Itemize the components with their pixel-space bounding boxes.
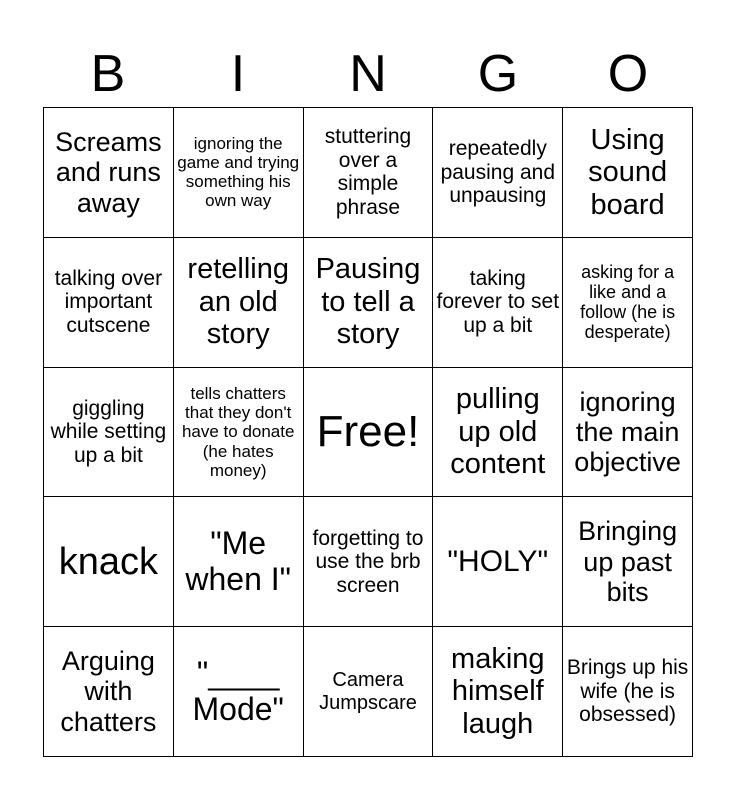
header-letter-o: O xyxy=(607,45,649,103)
bingo-cell-text: talking over important cutscene xyxy=(54,266,163,337)
header-letter-n: N xyxy=(349,45,387,103)
bingo-cell[interactable] xyxy=(433,238,563,368)
bingo-cell[interactable] xyxy=(304,627,434,757)
bingo-cell[interactable] xyxy=(44,497,174,627)
bingo-cell-text: stuttering over a simple phrase xyxy=(324,125,412,219)
header-letter-b: B xyxy=(90,45,126,103)
header-letter-g: G xyxy=(477,45,519,103)
bingo-cell[interactable] xyxy=(44,108,174,238)
bingo-card-grid xyxy=(43,107,693,757)
bingo-cell-text: knack xyxy=(58,540,159,583)
bingo-cell[interactable] xyxy=(44,627,174,757)
bingo-cell-text: repeatedly pausing and unpausing xyxy=(440,137,555,208)
bingo-cell[interactable] xyxy=(304,497,434,627)
bingo-cell-text: taking forever to set up a bit xyxy=(436,266,560,337)
bingo-cell-text: "HOLY" xyxy=(447,544,549,578)
bingo-cell-text: Camera Jumpscare xyxy=(319,669,417,714)
bingo-cell[interactable] xyxy=(174,627,304,757)
bingo-cell[interactable] xyxy=(433,627,563,757)
bingo-cell-text: ignoring the main objective xyxy=(574,386,681,478)
bingo-header xyxy=(43,44,693,104)
bingo-cell-text: making himself laugh xyxy=(451,642,545,740)
bingo-cell[interactable] xyxy=(174,368,304,498)
bingo-cell-text: "____ Mode" xyxy=(192,654,284,727)
bingo-cell[interactable] xyxy=(44,238,174,368)
bingo-cell[interactable] xyxy=(563,238,693,368)
bingo-cell-text: Using sound board xyxy=(588,123,668,221)
bingo-cell[interactable] xyxy=(174,108,304,238)
bingo-cell-free[interactable] xyxy=(304,368,434,498)
bingo-cell-text: giggling while setting up a bit xyxy=(50,396,167,467)
bingo-cell-text: pulling up old content xyxy=(450,383,546,481)
bingo-cell-text: Brings up his wife (he is obsessed) xyxy=(566,656,689,727)
bingo-cell[interactable] xyxy=(433,368,563,498)
bingo-cell[interactable] xyxy=(304,108,434,238)
bingo-cell-text: Bringing up past bits xyxy=(578,516,678,607)
bingo-cell[interactable] xyxy=(174,238,304,368)
bingo-cell[interactable] xyxy=(563,368,693,498)
header-letter-i: I xyxy=(230,45,246,103)
bingo-cell-text: Arguing with chatters xyxy=(60,646,157,737)
bingo-cell[interactable] xyxy=(433,108,563,238)
bingo-cell[interactable] xyxy=(563,108,693,238)
bingo-cell[interactable] xyxy=(433,497,563,627)
bingo-cell-text: Screams and runs away xyxy=(55,127,162,218)
bingo-cell[interactable] xyxy=(174,497,304,627)
bingo-cell-text: ignoring the game and trying something his own way xyxy=(177,134,300,211)
bingo-cell[interactable] xyxy=(563,627,693,757)
bingo-cell-text: forgetting to use the brb screen xyxy=(312,526,424,597)
bingo-cell[interactable] xyxy=(44,368,174,498)
bingo-cell[interactable] xyxy=(563,497,693,627)
bingo-cell-text: tells chatters that they don't have to donate (he hates money) xyxy=(181,384,295,480)
bingo-cell-text: retelling an old story xyxy=(187,253,289,351)
bingo-cell[interactable] xyxy=(304,238,434,368)
bingo-cell-text: Pausing to tell a story xyxy=(315,253,421,351)
bingo-cell-text: asking for a like and a follow (he is desperate) xyxy=(580,261,676,343)
bingo-cell-text: "Me when I" xyxy=(185,524,292,597)
bingo-cell-text: Free! xyxy=(316,407,420,457)
